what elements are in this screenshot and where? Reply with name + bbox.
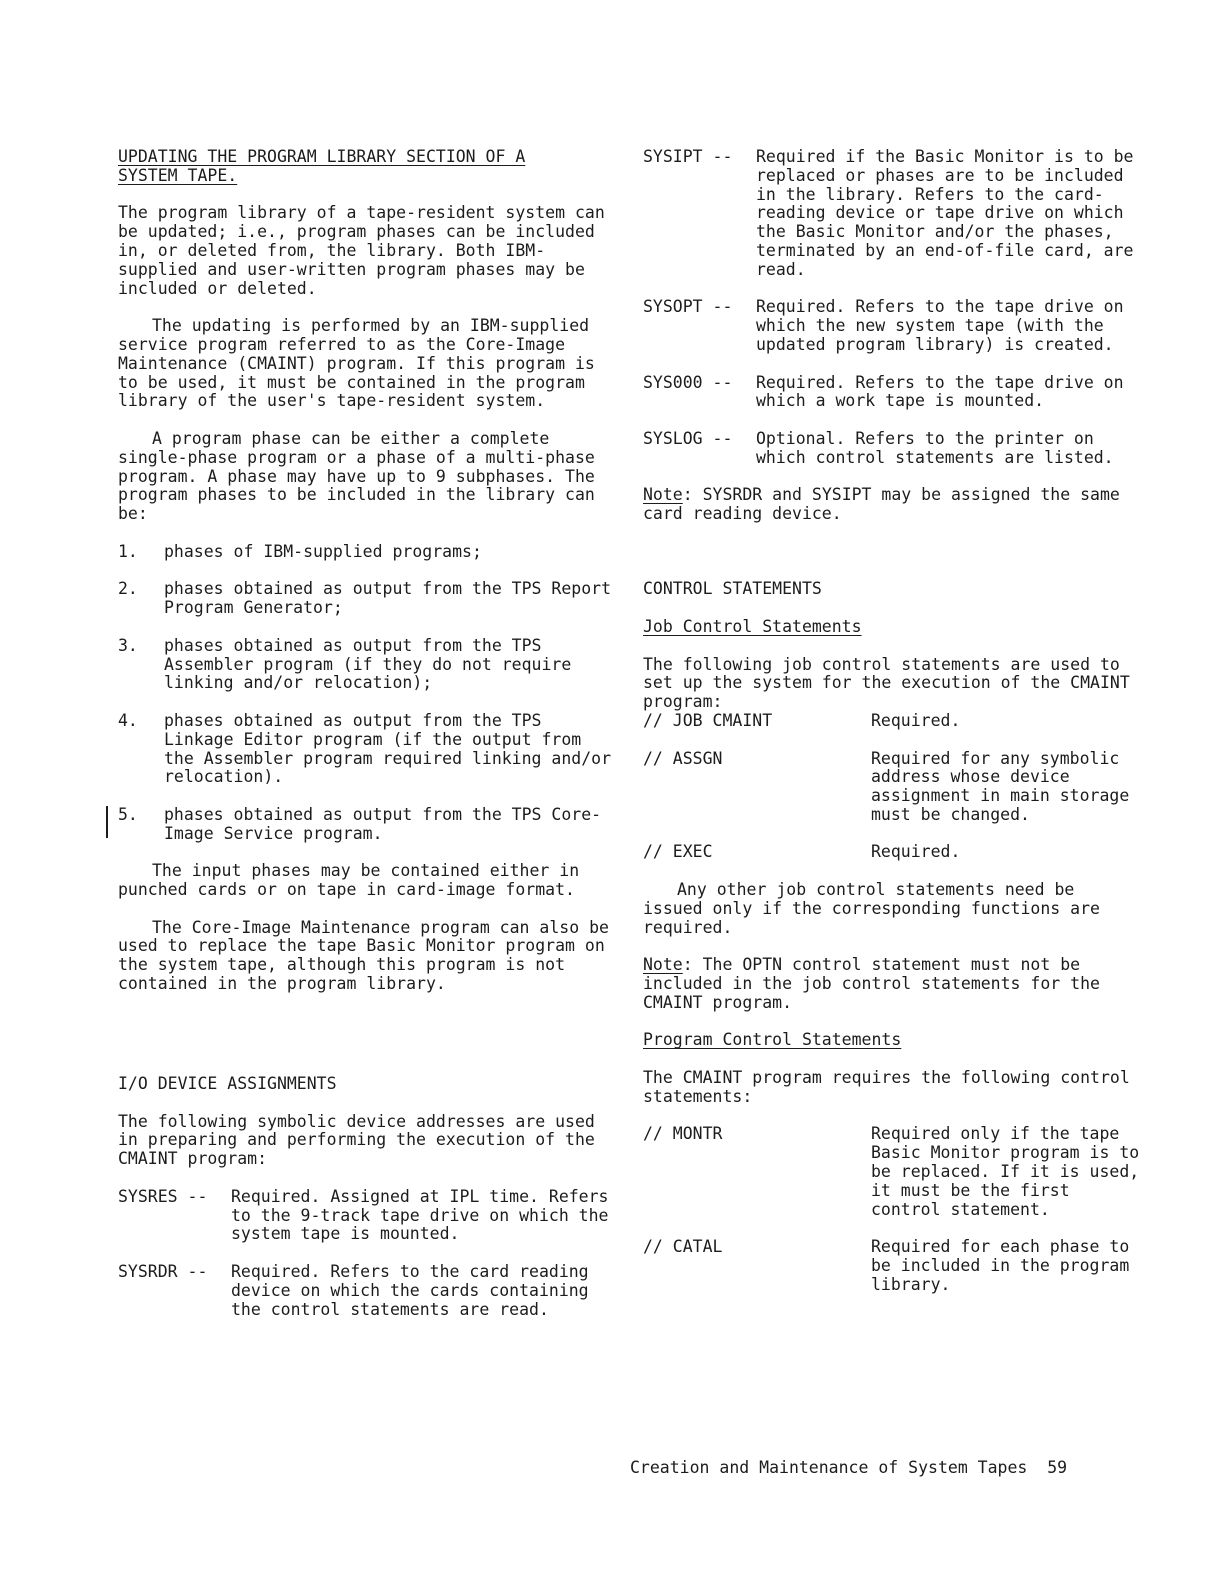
section-title-line-2: SYSTEM TAPE. (118, 165, 238, 185)
list-item (118, 806, 618, 844)
device-name: SYSRDR -- (118, 1262, 208, 1282)
io-intro: The following symbolic device addresses are used in preparing and performing the execution of the CMAINT program: (118, 1111, 595, 1169)
section-title (118, 148, 618, 186)
device-name: SYSIPT -- (643, 147, 733, 166)
note-text: : SYSRDR and SYSIPT may be assigned the same card reading device. (643, 485, 1120, 524)
note-optn (643, 956, 1143, 1012)
device-description: Required. Assigned at IPL time. Refers to the 9-track tape drive on which the system tape is mounted. (231, 1186, 609, 1244)
program-control-heading: Program Control Statements (643, 1030, 902, 1050)
page-number: 59 (1047, 1458, 1068, 1477)
list-text: phases obtained as output from the TPS Linkage Editor program (if the output from the Assembler program required linking and/or relocation). (164, 710, 612, 787)
statement-entry (643, 712, 1143, 731)
list-text: phases obtained as output from the TPS Assembler program (if they do not require linking and/or relocation); (164, 635, 572, 693)
statement-entry (643, 1125, 1143, 1219)
list-text: phases obtained as output from the TPS Core-Image Service program. (164, 804, 602, 843)
list-text: phases of IBM-supplied programs; (164, 541, 482, 561)
device-entry (643, 374, 1143, 412)
statement-name: // JOB CMAINT (643, 710, 773, 730)
note-label: Note (643, 485, 683, 505)
statement-name: // EXEC (643, 842, 713, 862)
updating-paragraph: The updating is performed by an IBM-supplied service program referred to as the Core-Image Maintenance (CMAINT) program. If this program is to be used, it must be contained in the program library of the user's tape-resident system. (118, 316, 595, 411)
device-entry (643, 148, 1143, 280)
program-intro: The CMAINT program requires the following control statements: (643, 1068, 1130, 1106)
device-name: SYSLOG -- (643, 428, 733, 448)
list-item (118, 637, 618, 693)
device-name: SYSOPT -- (643, 297, 733, 317)
revision-bar (106, 806, 108, 838)
statement-name: // ASSGN (643, 748, 723, 768)
statement-name: // MONTR (643, 1124, 723, 1144)
statement-entry (643, 750, 1143, 825)
phase-list (118, 543, 618, 844)
input-phases-paragraph: The input phases may be contained either in punched cards or on tape in card-image format. (118, 861, 580, 900)
statement-description: Required. (871, 842, 961, 862)
statement-description: Required only if the tape Basic Monitor program is to be replaced. If it is used, it must be the first control statement. (871, 1124, 1140, 1219)
device-description: Required. Refers to the card reading device on which the cards containing the control statements are read. (231, 1262, 589, 1319)
io-heading: I/O DEVICE ASSIGNMENTS (118, 1074, 337, 1094)
left-column (118, 148, 618, 1338)
list-text: phases obtained as output from the TPS Report Program Generator; (164, 579, 612, 618)
list-item (118, 580, 618, 618)
device-entry (643, 430, 1143, 468)
list-item (118, 543, 618, 562)
program-phase-paragraph: A program phase can be either a complete single-phase program or a phase of a multi-phase program. A phase may have up to 9 subphases. The program phases to be included in the library can be: (118, 428, 595, 524)
other-job-statements-paragraph: Any other job control statements need be issued only if the corresponding functions are required. (643, 880, 1100, 937)
footer-title: Creation and Maintenance of System Tapes (630, 1458, 1028, 1477)
statement-name: // CATAL (643, 1237, 723, 1257)
list-number: 2. (118, 579, 138, 599)
statement-description: Required for any symbolic address whose device assignment in main storage must be changed. (871, 748, 1130, 824)
list-item (118, 712, 618, 787)
statement-entry (643, 843, 1143, 862)
list-number: 5. (118, 804, 138, 824)
device-entry (118, 1263, 618, 1319)
device-description: Required. Refers to the tape drive on which a work tape is mounted. (756, 372, 1124, 411)
statement-description: Required for each phase to be included in the program library. (871, 1237, 1130, 1294)
list-number: 1. (118, 541, 138, 561)
statement-entry (643, 1238, 1143, 1294)
list-number: 4. (118, 710, 138, 730)
device-name: SYS000 -- (643, 372, 733, 392)
note-label: Note (643, 955, 683, 975)
note-sysrdr (643, 486, 1143, 524)
page-footer (630, 1458, 1067, 1477)
job-intro: The following job control statements are used to set up the system for the execution of the CMAINT program: (643, 654, 1130, 712)
device-entry (118, 1188, 618, 1244)
statement-description: Required. (871, 710, 961, 730)
device-entry (643, 298, 1143, 354)
device-description: Optional. Refers to the printer on which control statements are listed. (756, 428, 1114, 467)
device-description: Required if the Basic Monitor is to be replaced or phases are to be included in the library. Refers to the card-reading device or tape drive on which the Basic Monitor and/or the phases, terminated by an end-of-file card, are read. (756, 147, 1134, 279)
section-title-line-1: UPDATING THE PROGRAM LIBRARY SECTION OF A (118, 147, 526, 166)
list-number: 3. (118, 635, 138, 655)
replace-monitor-paragraph: The Core-Image Maintenance program can also be used to replace the tape Basic Monitor program on the system tape, although this program is not contained in the program library. (118, 917, 609, 994)
control-statements-heading: CONTROL STATEMENTS (643, 579, 822, 599)
job-control-heading: Job Control Statements (643, 616, 862, 636)
intro-paragraph: The program library of a tape-resident system can be updated; i.e., program phases can be included in, or deleted from, the library. Both IBM-supplied and user-written program phases may be included or deleted. (118, 203, 605, 298)
device-name: SYSRES -- (118, 1186, 208, 1206)
note-text: : The OPTN control statement must not be included in the job control statements for the CMAINT program. (643, 955, 1100, 1012)
right-column (643, 148, 1143, 1313)
device-description: Required. Refers to the tape drive on which the new system tape (with the updated program library) is created. (756, 297, 1124, 354)
